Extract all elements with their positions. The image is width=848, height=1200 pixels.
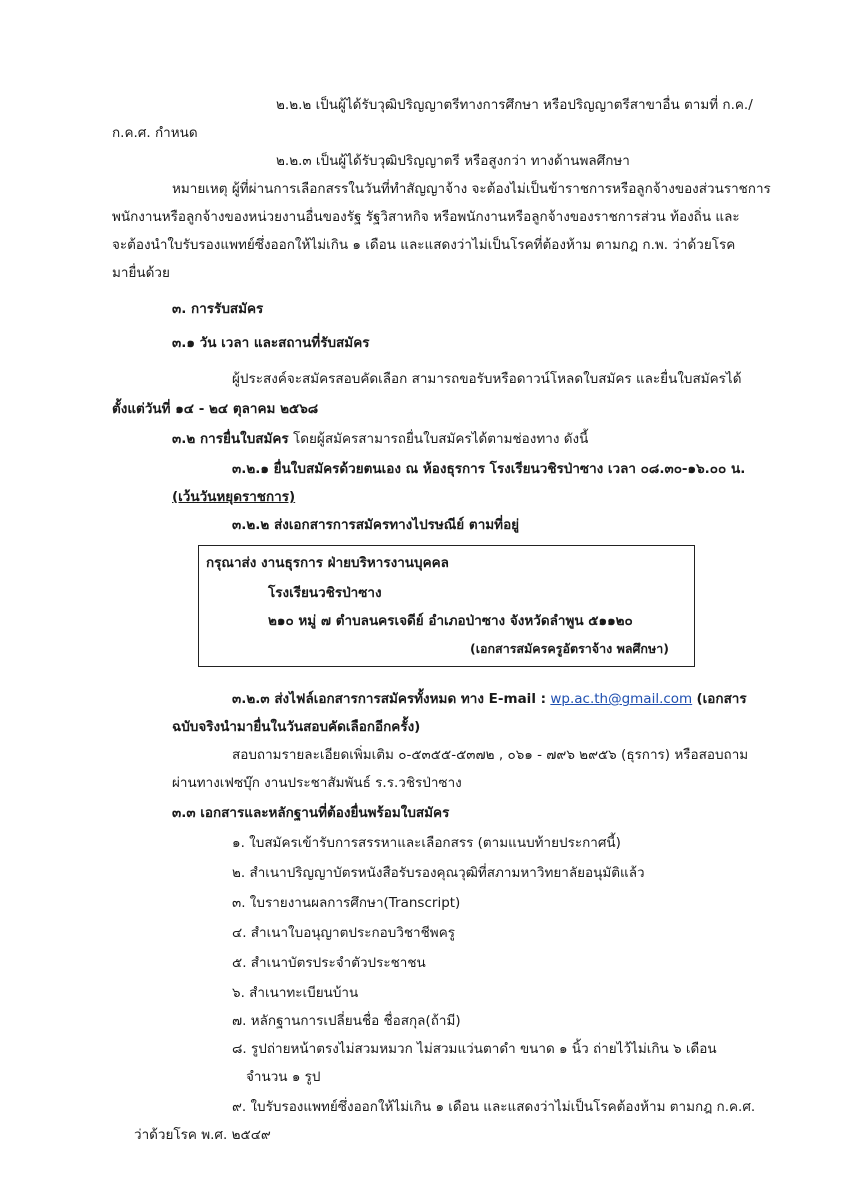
address-line3: ๒๑๐ หมู่ ๗ ตำบลนครเจดีย์ อำเภอป่าซาง จังหวัดลำพูน ๕๑๑๒๐	[268, 613, 633, 629]
section-3-heading: ๓. การรับสมัคร	[172, 301, 264, 317]
section-3-2-2-heading: ๓.๒.๒ ส่งเอกสารการสมัครทางไปรษณีย์ ตามที่อยู่	[232, 517, 520, 533]
note-line2: พนักงานหรือลูกจ้างของหน่วยงานอื่นของรัฐ รัฐวิสาหกิจ หรือพนักงานหรือลูกจ้างของราชการส่วน ท้องถิ่น และ	[112, 209, 740, 225]
section-3-2-text: โดยผู้สมัครสามารถยื่นใบสมัครได้ตามช่องทาง ดังนี้	[292, 431, 589, 447]
address-line1: กรุณาส่ง งานธุรการ ฝ่ายบริหารงานบุคคล	[206, 555, 449, 571]
section-3-1-dates: ตั้งแต่วันที่ ๑๔ - ๒๔ ตุลาคม ๒๕๖๘	[112, 401, 319, 417]
note-line3: จะต้องนำใบรับรองแพทย์ซึ่งออกให้ไม่เกิน ๑ เดือน และแสดงว่าไม่เป็นโรคที่ต้องห้าม ตามกฎ ก.พ. ว่าด้วยโรค	[112, 237, 736, 253]
criteria-2-2-2-line2: ก.ค.ศ. กำหนด	[112, 125, 198, 141]
contact-line2: ผ่านทางเฟซบุ๊ก งานประชาสัมพันธ์ ร.ร.วชิรป่าซาง	[172, 775, 462, 791]
section-3-2-heading: ๓.๒ การยื่นใบสมัคร	[172, 431, 289, 447]
doc-item-4: ๔. สำเนาใบอนุญาตประกอบวิชาชีพครู	[232, 925, 455, 941]
note-line4: มายื่นด้วย	[112, 265, 170, 281]
section-3-2-3-line2: ฉบับจริงนำมายื่นในวันสอบคัดเลือกอีกครั้ง)	[172, 719, 421, 735]
doc-item-2: ๒. สำเนาปริญญาบัตรหนังสือรับรองคุณวุฒิที่สภามหาวิทยาลัยอนุมัติแล้ว	[232, 865, 645, 881]
criteria-2-2-2-line1: ๒.๒.๒ เป็นผู้ได้รับวุฒิปริญญาตรีทางการศึกษา หรือปริญญาตรีสาขาอื่น ตามที่ ก.ค./	[276, 97, 753, 113]
address-line2: โรงเรียนวชิรป่าซาง	[268, 585, 382, 601]
doc-item-8-cont: จำนวน ๑ รูป	[246, 1069, 321, 1085]
doc-item-3: ๓. ใบรายงานผลการศึกษา(Transcript)	[232, 895, 461, 911]
section-3-3-heading: ๓.๓ เอกสารและหลักฐานที่ต้องยื่นพร้อมใบสมัคร	[172, 805, 450, 821]
section-3-2-1-line1: ๓.๒.๑ ยื่นใบสมัครด้วยตนเอง ณ ห้องธุรการ โรงเรียนวชิรป่าซาง เวลา ๐๘.๓๐-๑๖.๐๐ น.	[232, 461, 746, 477]
address-line4: (เอกสารสมัครครูอัตราจ้าง พลศึกษา)	[470, 641, 669, 656]
section-3-2-3-text: ๓.๒.๓ ส่งไฟล์เอกสารการสมัครทั้งหมด ทาง E-mail :	[232, 691, 547, 707]
doc-item-6: ๖. สำเนาทะเบียนบ้าน	[232, 985, 359, 1001]
doc-item-7: ๗. หลักฐานการเปลี่ยนชื่อ ชื่อสกุล(ถ้ามี)	[232, 1013, 461, 1029]
email-link[interactable]: wp.ac.th@gmail.com	[550, 691, 693, 707]
section-3-2-3-line1	[232, 690, 747, 708]
doc-item-5: ๕. สำเนาบัตรประจำตัวประชาชน	[232, 955, 426, 971]
doc-item-8: ๘. รูปถ่ายหน้าตรงไม่สวมหมวก ไม่สวมแว่นตาดำ ขนาด ๑ นิ้ว ถ่ายไว้ไม่เกิน ๖ เดือน	[232, 1041, 717, 1057]
doc-item-1: ๑. ใบสมัครเข้ารับการสรรหาและเลือกสรร (ตามแนบท้ายประกาศนี้)	[232, 835, 621, 851]
section-3-1-heading: ๓.๑ วัน เวลา และสถานที่รับสมัคร	[172, 335, 370, 351]
doc-item-9: ๙. ใบรับรองแพทย์ซึ่งออกให้ไม่เกิน ๑ เดือน และแสดงว่าไม่เป็นโรคต้องห้าม ตามกฎ ก.ค.ศ.	[232, 1099, 756, 1115]
section-3-2-line	[172, 430, 588, 448]
contact-line1: สอบถามรายละเอียดเพิ่มเติม ๐-๕๓๕๕-๕๓๗๒ , ๐๖๑ - ๗๙๖ ๒๙๕๖ (ธุรการ) หรือสอบถาม	[232, 747, 749, 763]
criteria-2-2-3: ๒.๒.๓ เป็นผู้ได้รับวุฒิปริญญาตรี หรือสูงกว่า ทางด้านพลศึกษา	[276, 153, 630, 169]
section-3-1-text-line1: ผู้ประสงค์จะสมัครสอบคัดเลือก สามารถขอรับหรือดาวน์โหลดใบสมัคร และยื่นใบสมัครได้	[232, 371, 742, 387]
section-3-2-1-line2: (เว้นวันหยุดราชการ)	[172, 489, 296, 505]
note-line1: หมายเหตุ ผู้ที่ผ่านการเลือกสรรในวันที่ทำสัญญาจ้าง จะต้องไม่เป็นข้าราชการหรือลูกจ้างของส่วนราชการ	[172, 181, 771, 197]
doc-item-9-cont: ว่าด้วยโรค พ.ศ. ๒๕๔๙	[134, 1127, 271, 1143]
section-3-2-3-tail: (เอกสาร	[696, 691, 747, 707]
